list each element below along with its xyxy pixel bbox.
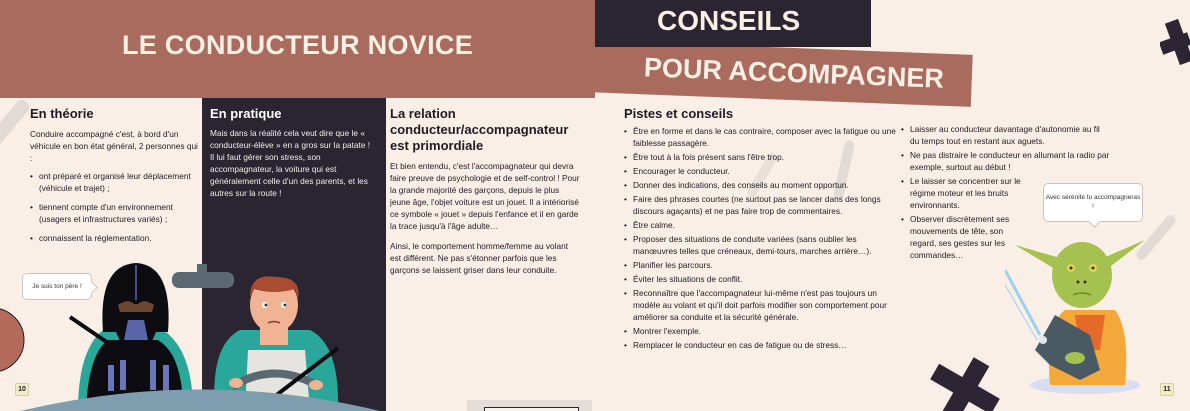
relation-paragraph: Et bien entendu, c'est l'accompagnateur qui devra faire preuve de psychologie et de self-control ! Pour la grande majorité des garçons, depuis le plus jeune âge, l'objet voiture est un jouet. Il a intériorisé ce symbole « jouet » depuis l'enfance et il en garde la trace jusqu'à l'âge adulte… <box>390 161 580 231</box>
list-item: • Éviter les situations de conflit. <box>624 273 899 285</box>
list-item: • connaissent la réglementation. <box>30 232 200 244</box>
cross-decoration-icon <box>925 355 1005 411</box>
relation-paragraph: Ainsi, le comportement homme/femme au volant est différent. Ne pas s'étonner parfois que les garçons se laissent griser dans leur conduite. <box>390 241 568 275</box>
decorative-circle <box>0 300 30 380</box>
vader-speech-bubble: Je suis ton père ! <box>22 273 92 300</box>
page-title: LE CONDUCTEUR NOVICE <box>121 30 473 60</box>
decorative-slash <box>0 98 32 153</box>
practice-section <box>210 106 382 203</box>
list-item: • Encourager le conducteur. <box>624 165 899 177</box>
list-item: • Planifier les parcours. <box>624 259 899 271</box>
relation-section <box>390 106 580 284</box>
list-item: • Proposer des situations de conduite variées (sans oublier les manœuvres telles que créneaux, demi-tours, marches arrière…). <box>624 233 899 257</box>
yoda-illustration <box>1005 230 1155 400</box>
page-number: 11 <box>1160 383 1174 396</box>
page-title: CONSEILS <box>657 5 801 36</box>
list-item: • Ne pas distraire le conducteur en allumant la radio par exemple, surtout au début ! <box>901 149 1111 173</box>
title-banner <box>0 0 595 98</box>
tips-section <box>624 106 899 353</box>
subtitle-banner <box>595 40 973 107</box>
page-number: 10 <box>15 383 29 396</box>
title-box <box>595 0 871 47</box>
cross-decoration-icon <box>1160 15 1190 65</box>
list-item: • Remplacer le conducteur en cas de fatigue ou de stress… <box>624 339 899 351</box>
list-item: • Donner des indications, des conseils au moment opportun. <box>624 179 899 191</box>
list-item: • Le laisser se concentrer sur le régime moteur et les bruits environnants. <box>901 175 1031 211</box>
practice-text: Mais dans la réalité cela veut dire que le « conducteur-élève » en a gros sur la patate ! <box>210 128 371 150</box>
list-item: • ont préparé et organisé leur déplacement (véhicule et trajet) ; <box>30 170 200 194</box>
dashboard-shape <box>20 378 390 411</box>
gutter-box-inner <box>484 407 579 411</box>
yoda-speech-bubble: Avec sérénité tu accompagneras ! <box>1043 183 1143 222</box>
list-item: • Être tout à la fois présent sans l'être trop. <box>624 151 899 163</box>
theory-intro: Conduire accompagné c'est, à bord d'un véhicule en bon état général, 2 personnes qui : <box>30 129 198 163</box>
list-item: • Reconnaître que l'accompagnateur lui-même n'est pas toujours un modèle au volant et qu'il doit parfois modifier son comportement pour améliorer sa conduite et la sécurité générale. <box>624 287 899 323</box>
theory-list <box>30 170 200 244</box>
list-item: • Être en forme et dans le cas contraire, composer avec la fatigue ou une faiblesse passagère. <box>624 125 899 149</box>
tips-heading: Pistes et conseils <box>624 106 734 121</box>
practice-text: Il lui faut gérer son stress, son accompagnateur, la voiture qui est généralement celle d'un des parents, et les autres sur la route ! <box>210 152 368 198</box>
list-item: • tiennent compte d'un environnement (usagers et infrastructures variés) ; <box>30 201 200 225</box>
list-item: • Être calme. <box>624 219 899 231</box>
list-item: • Laisser au conducteur davantage d'autonomie au fil du temps tout en restant aux aguets. <box>901 123 1111 147</box>
list-item: • Faire des phrases courtes (ne surtout pas se lancer dans des longs discours agaçants) et ne pas faire trop de commentaires. <box>624 193 899 217</box>
page-subtitle: POUR ACCOMPAGNER <box>643 52 945 94</box>
right-page <box>595 0 1190 411</box>
tips-list <box>624 125 899 351</box>
theory-section <box>30 106 200 251</box>
relation-heading: La relation conducteur/accompagnateur est primordiale <box>390 106 569 153</box>
list-item: • Montrer l'exemple. <box>624 325 899 337</box>
list-item: • Observer discrètement ses mouvements de tête, son regard, ses gestes sur les commandes… <box>901 213 1021 261</box>
theory-heading: En théorie <box>30 106 94 121</box>
practice-heading: En pratique <box>210 106 282 121</box>
